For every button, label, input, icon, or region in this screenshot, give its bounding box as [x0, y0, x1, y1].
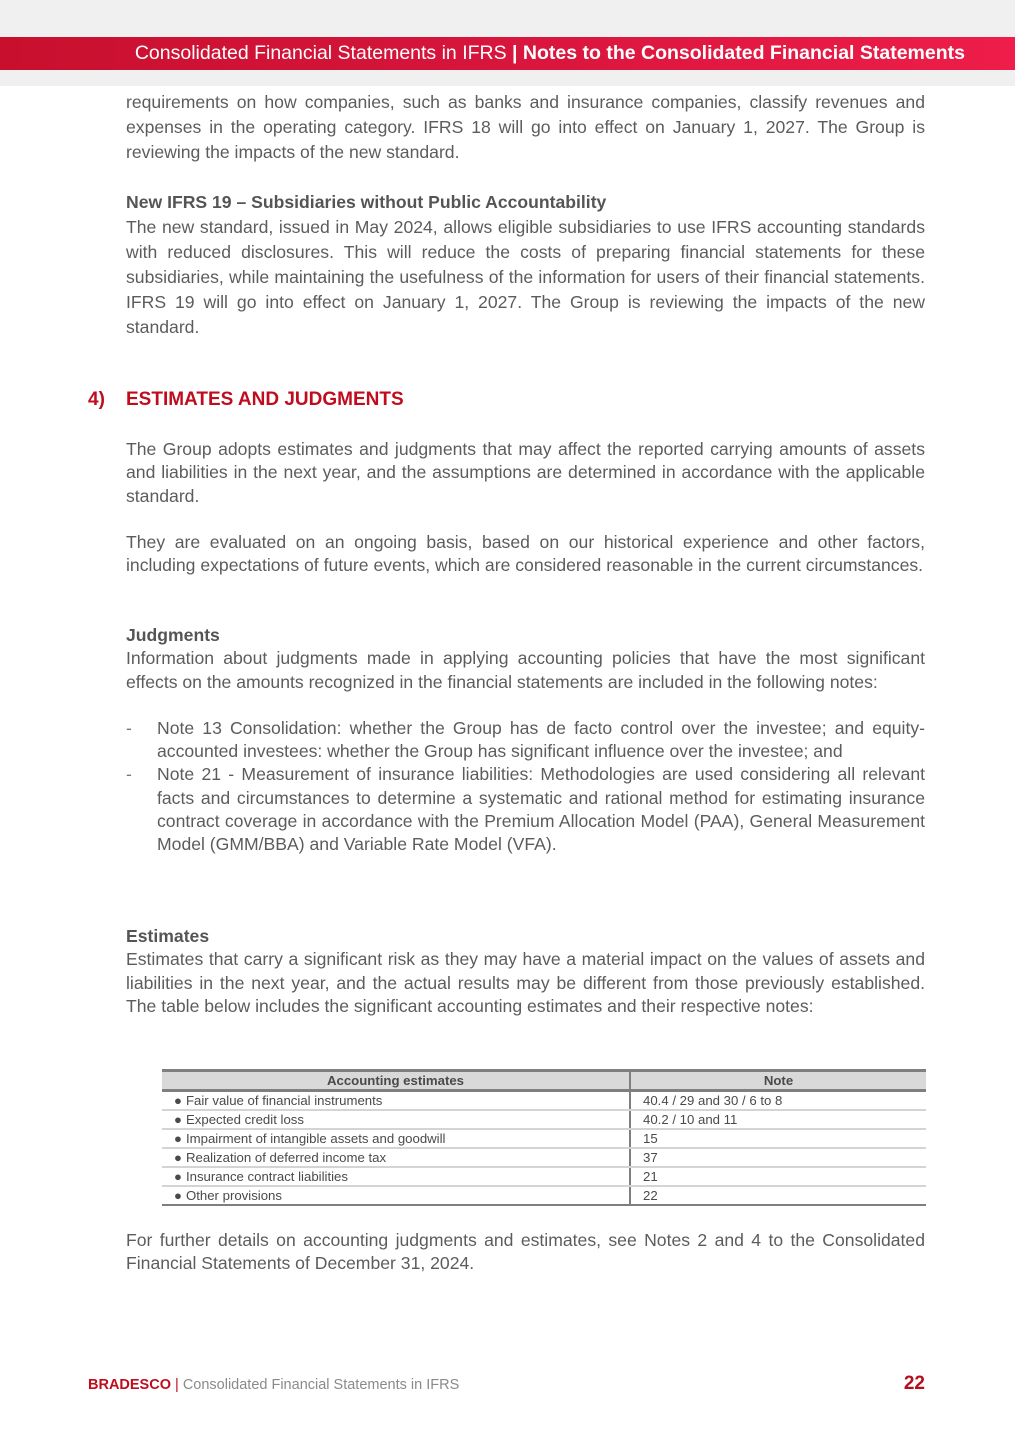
column-header-estimates: Accounting estimates: [162, 1071, 630, 1091]
bullet-icon: ●: [174, 1131, 182, 1146]
judgments-heading: Judgments: [126, 625, 220, 645]
estimate-name: Realization of deferred income tax: [185, 1150, 387, 1165]
header-title-document: Consolidated Financial Statements in IFRS: [134, 42, 507, 64]
estimate-note: 21: [630, 1167, 926, 1186]
estimates-paragraph: Estimates that carry a significant risk as they may have a material impact on the values of assets and liabilities in the next year, and the actual results may be different from those previously established. The table below includes the significant accounting estimates and their respective notes:: [126, 949, 925, 1016]
section-paragraph-2: They are evaluated on an ongoing basis, based on our historical experience and other factors, including expectations of future events, which are considered reasonable in the current circumstances.: [126, 531, 925, 576]
ifrs19-heading: New IFRS 19 – Subsidiaries without Public Accountability: [126, 192, 607, 212]
estimate-name: Fair value of financial instruments: [185, 1093, 383, 1108]
section-number: 4): [88, 389, 105, 410]
page-footer: [88, 1373, 925, 1395]
judgments-list-item: [126, 717, 925, 763]
table-row: [162, 1091, 926, 1111]
estimate-name: Expected credit loss: [185, 1112, 304, 1127]
estimate-note: 15: [630, 1129, 926, 1148]
section-heading: [88, 389, 404, 411]
judgments-item-text: Note 13 Consolidation: whether the Group has de facto control over the investee; and equity-accounted investees: whether the Group has significant influence over the investee; and: [157, 717, 925, 762]
dash-marker: -: [126, 764, 132, 785]
bullet-icon: ●: [174, 1169, 182, 1184]
ifrs19-block: [126, 190, 925, 340]
bullet-icon: ●: [174, 1150, 182, 1165]
footer-document-title: Consolidated Financial Statements in IFRS: [182, 1377, 460, 1393]
estimate-name: Impairment of intangible assets and goodwill: [185, 1131, 446, 1146]
judgments-list-item: [126, 763, 925, 856]
section-title: ESTIMATES AND JUDGMENTS: [126, 389, 404, 410]
footer-left: [88, 1376, 459, 1394]
bullet-icon: ●: [174, 1093, 182, 1108]
table-row: [162, 1186, 926, 1205]
estimate-note: 40.2 / 10 and 11: [630, 1110, 926, 1129]
page-number: 22: [903, 1373, 925, 1394]
judgments-block: [126, 624, 925, 856]
estimate-note: 37: [630, 1148, 926, 1167]
header-separator: |: [506, 42, 523, 64]
table-row: [162, 1167, 926, 1186]
bullet-icon: ●: [174, 1112, 182, 1127]
estimates-block: [126, 925, 925, 1018]
judgments-paragraph: Information about judgments made in applying accounting policies that have the most significant effects on the amounts recognized in the financial statements are included in the following notes:: [126, 648, 925, 692]
intro-continuation-paragraph: requirements on how companies, such as banks and insurance companies, classify revenues and expenses in the operating category. IFRS 18 will go into effect on January 1, 2027. The Group is reviewing the impacts of the new standard.: [126, 92, 925, 162]
intro-continuation-block: [126, 90, 925, 165]
judgments-item-text: Note 21 - Measurement of insurance liabilities: Methodologies are used considering all relevant facts and circumstances to determine a systematic and rational method for estimating insurance contract coverage in accordance with the Premium Allocation Model (PAA), General Measurement Model (GMM/BBA) and Variable Rate Model (VFA).: [157, 764, 925, 854]
closing-paragraph: For further details on accounting judgments and estimates, see Notes 2 and 4 to the Consolidated Financial Statements of December 31, 2024.: [126, 1230, 925, 1274]
column-header-note: Note: [630, 1071, 926, 1091]
footer-separator: |: [170, 1377, 183, 1393]
brand-logo-text: BRADESCO: [88, 1377, 171, 1393]
table-header-row: [162, 1071, 926, 1091]
page-header-bar: [0, 37, 1015, 70]
estimate-note: 22: [630, 1186, 926, 1205]
estimate-note: 40.4 / 29 and 30 / 6 to 8: [630, 1091, 926, 1111]
bullet-icon: ●: [174, 1188, 182, 1203]
table-row: [162, 1129, 926, 1148]
ifrs19-paragraph: The new standard, issued in May 2024, allows eligible subsidiaries to use IFRS accounting standards with reduced disclosures. This will reduce the costs of preparing financial statements for these subsidiaries, while maintaining the usefulness of the information for users of their financial statements. IFRS 19 will go into effect on January 1, 2027. The Group is reviewing the impacts of the new standard.: [126, 217, 925, 337]
estimates-heading: Estimates: [126, 926, 210, 946]
closing-block: [126, 1229, 925, 1276]
dash-marker: -: [126, 717, 132, 738]
estimate-name: Insurance contract liabilities: [185, 1169, 348, 1184]
judgments-list: [126, 717, 925, 856]
section-intro-block: [126, 438, 925, 577]
table-row: [162, 1110, 926, 1129]
section-paragraph-1: The Group adopts estimates and judgments that may affect the reported carrying amounts of assets and liabilities in the next year, and the assumptions are determined in accordance with the applicable standard.: [126, 439, 925, 506]
table-row: [162, 1148, 926, 1167]
accounting-estimates-table: [162, 1069, 926, 1206]
header-title-section: Notes to the Consolidated Financial Statements: [522, 42, 965, 64]
estimate-name: Other provisions: [185, 1188, 282, 1203]
